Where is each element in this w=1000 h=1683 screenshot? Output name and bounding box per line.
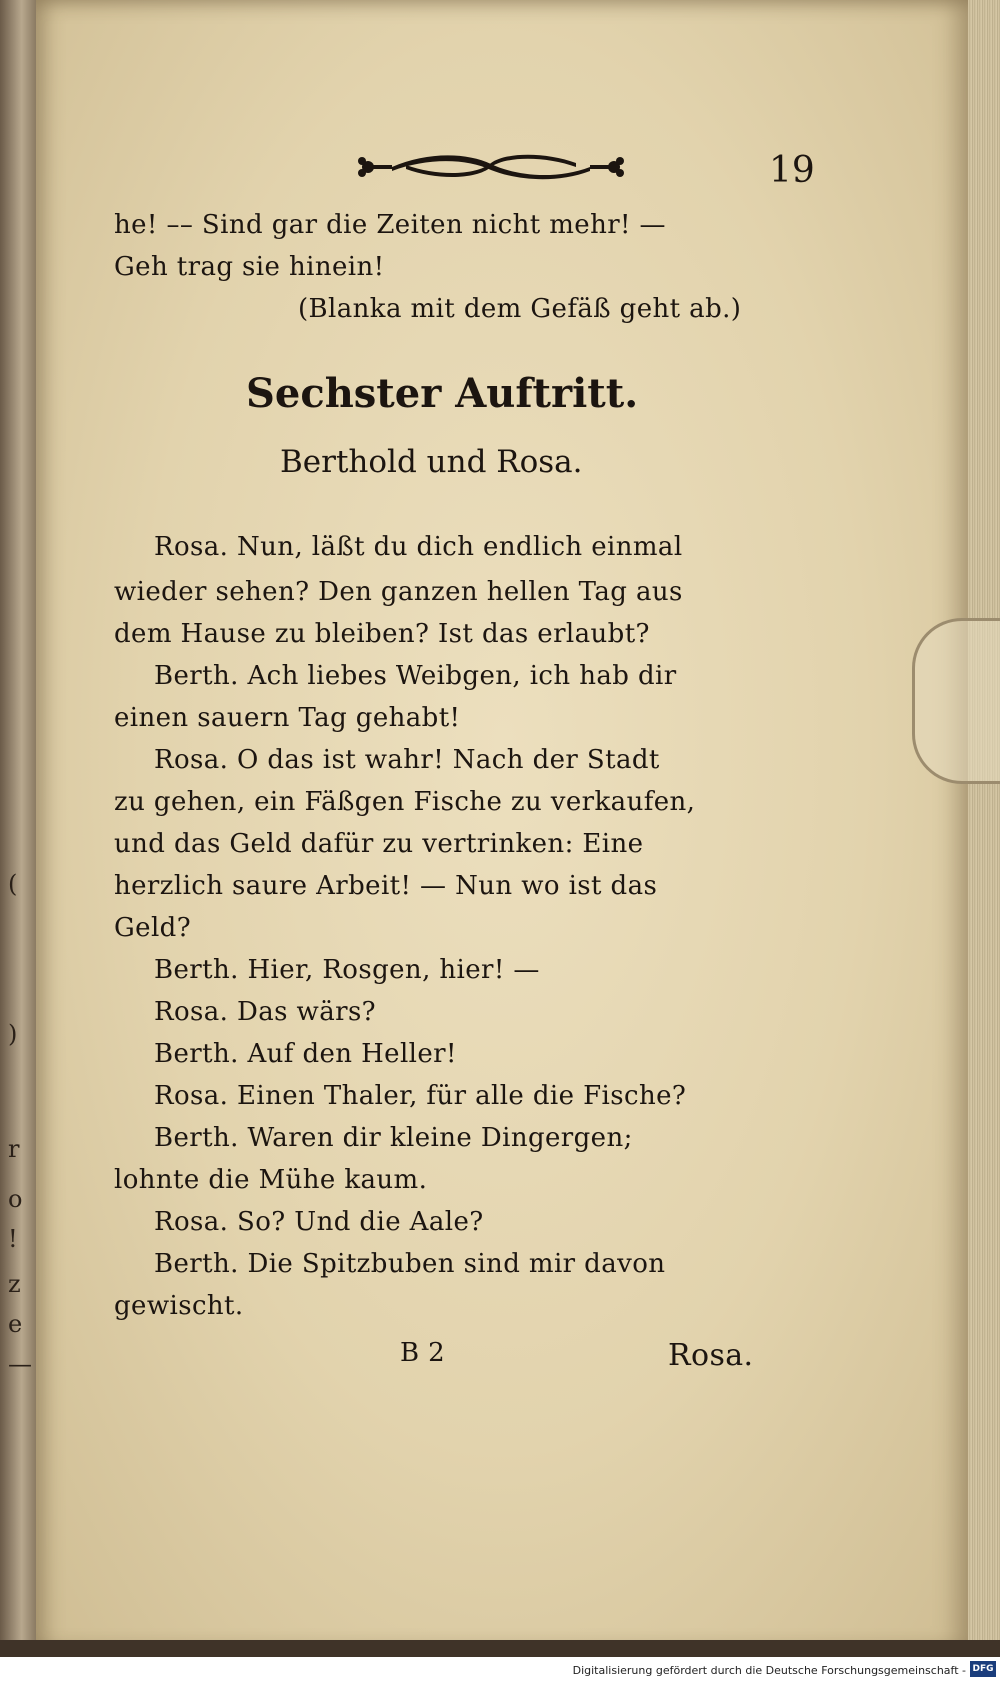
- left-page-fragments: [2, 0, 32, 1657]
- text-line: Rosa. Einen Thaler, für alle die Fische?: [154, 1081, 687, 1111]
- text-line: Berth. Ach liebes Weibgen, ich hab dir: [154, 661, 677, 691]
- scene-characters: Berthold und Rosa.: [280, 444, 583, 480]
- text-line: Rosa. Nun, läßt du dich endlich einmal: [154, 532, 683, 562]
- printer-ornament: [356, 150, 626, 184]
- bottom-shadow: [0, 1640, 1000, 1657]
- text-line: wieder sehen? Den ganzen hellen Tag aus: [114, 577, 683, 607]
- text-line: gewischt.: [114, 1291, 244, 1321]
- page-number: 19: [769, 150, 815, 191]
- book-page: [36, 0, 970, 1652]
- text-line: Rosa. So? Und die Aale?: [154, 1207, 484, 1237]
- left-fragment: z: [8, 1270, 21, 1298]
- left-fragment: e: [8, 1310, 23, 1338]
- text-line: Rosa. Das wärs?: [154, 997, 377, 1027]
- text-line: einen sauern Tag gehabt!: [114, 703, 461, 733]
- text-line: Geld?: [114, 913, 192, 943]
- text-line: he! –– Sind gar die Zeiten nicht mehr! —: [114, 210, 666, 240]
- signature-mark: B 2: [400, 1338, 446, 1368]
- text-line: Berth. Die Spitzbuben sind mir davon: [154, 1249, 666, 1279]
- book-clip: [912, 618, 1000, 784]
- text-line: zu gehen, ein Fäßgen Fische zu verkaufen,: [114, 787, 696, 817]
- left-fragment: (: [8, 870, 18, 898]
- left-fragment: ): [8, 1020, 18, 1048]
- page-block-edge: [968, 0, 1000, 1657]
- dfg-logo: DFG: [970, 1661, 996, 1677]
- text-line: Berth. Waren dir kleine Dingergen;: [154, 1123, 633, 1153]
- text-line: Berth. Auf den Heller!: [154, 1039, 457, 1069]
- left-fragment: !: [8, 1225, 18, 1253]
- left-fragment: o: [8, 1185, 23, 1213]
- stage-direction: (Blanka mit dem Gefäß geht ab.): [298, 294, 742, 324]
- text-line: herzlich saure Arbeit! — Nun wo ist das: [114, 871, 658, 901]
- footer-credit: Digitalisierung gefördert durch die Deutsche Forschungsgemeinschaft -: [572, 1664, 966, 1677]
- catchword: Rosa.: [668, 1338, 754, 1373]
- text-line: lohnte die Mühe kaum.: [114, 1165, 428, 1195]
- scene-heading: Sechster Auftritt.: [246, 370, 639, 417]
- left-fragment: —: [8, 1350, 32, 1378]
- text-line: Berth. Hier, Rosgen, hier! —: [154, 955, 540, 985]
- left-fragment: r: [8, 1135, 20, 1163]
- text-line: Geh trag sie hinein!: [114, 252, 385, 282]
- text-line: dem Hause zu bleiben? Ist das erlaubt?: [114, 619, 650, 649]
- text-line: und das Geld dafür zu vertrinken: Eine: [114, 829, 644, 859]
- text-line: Rosa. O das ist wahr! Nach der Stadt: [154, 745, 660, 775]
